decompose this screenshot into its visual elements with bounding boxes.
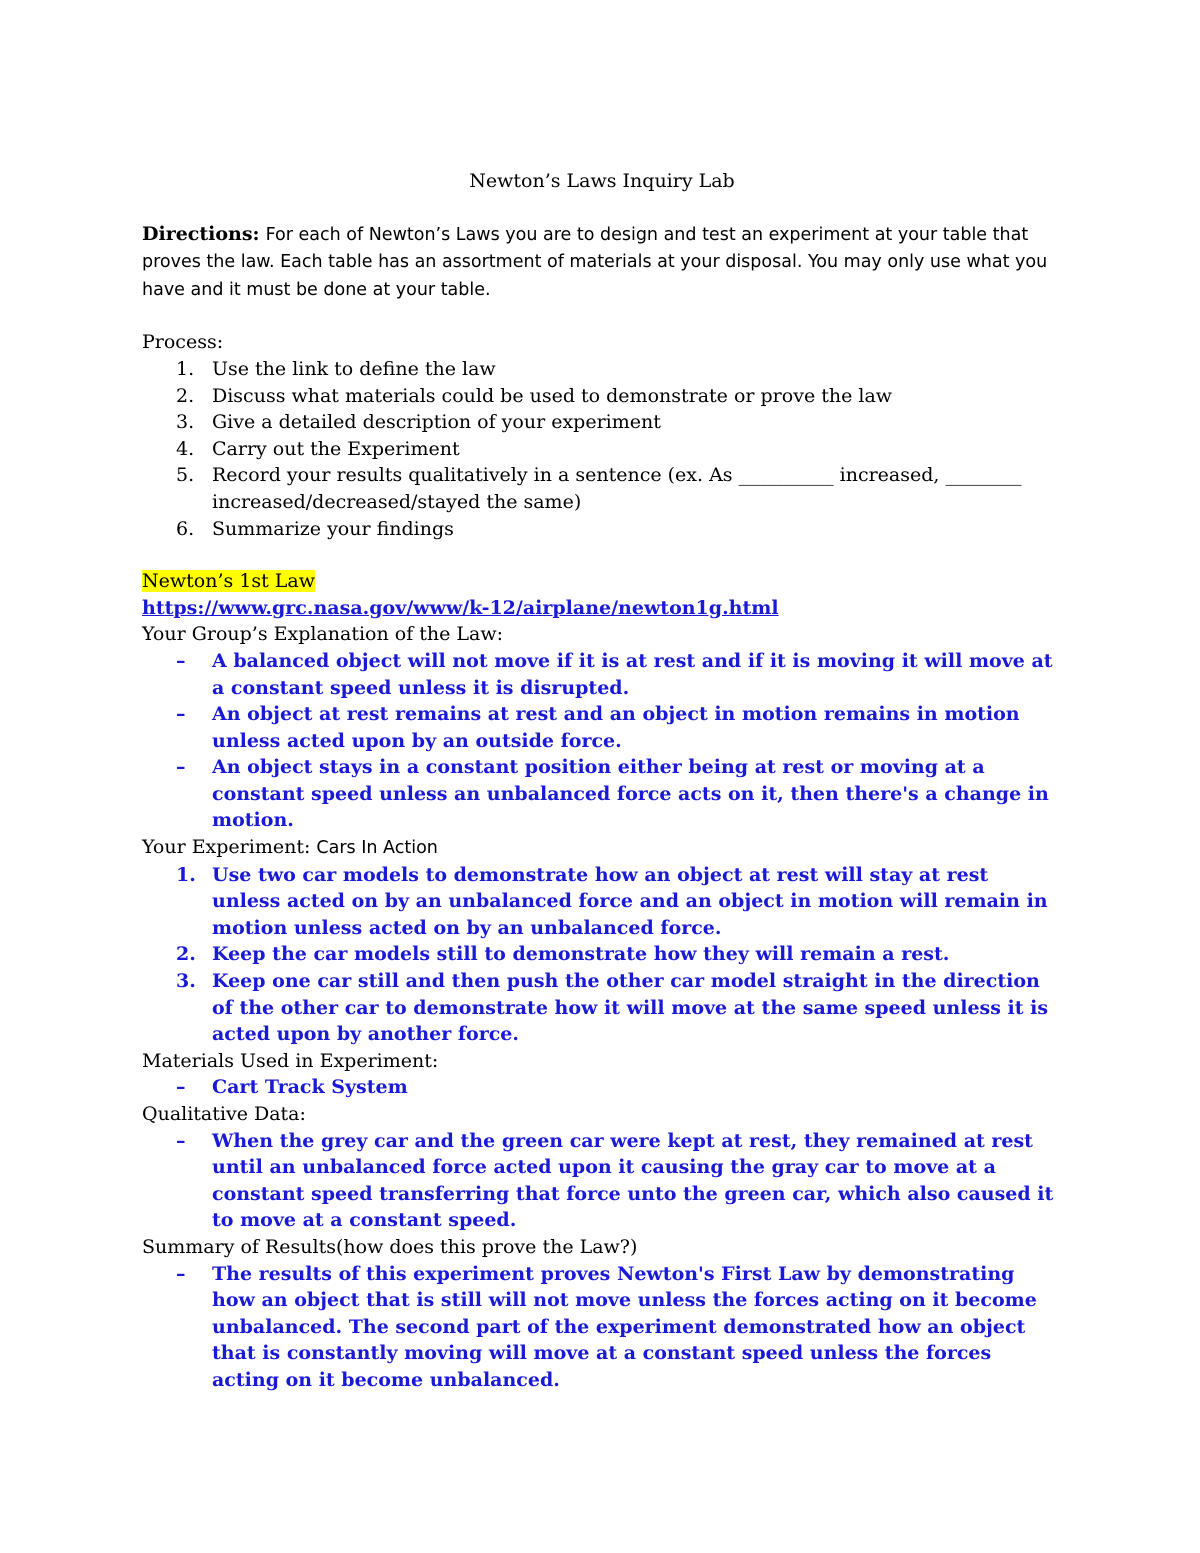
- process-list: [142, 356, 1062, 542]
- list-item: 6. Summarize your findings: [176, 517, 454, 540]
- list-item: 1. Use two car models to demonstrate how an object at rest will stay at rest unless acted on by an unbalanced force and an object in motion will remain in motion unless acted on by an unbalanced force.: [176, 863, 1048, 939]
- directions-paragraph: [142, 221, 1062, 304]
- list-item: 3. Keep one car still and then push the other car model straight in the direction of the other car to demonstrate how it will move at the same speed unless it is acted upon by another force.: [176, 970, 1049, 1046]
- list-item: – A balanced object will not move if it is at rest and if it is moving it will move at a constant speed unless it is disrupted.: [176, 649, 1053, 699]
- list-item: – When the grey car and the green car were kept at rest, they remained at rest until an unbalanced force acted upon it causing the gray car to move at a constant speed transferring that force unto the green car, which also caused it to move at a constant speed.: [176, 1129, 1054, 1232]
- list-item: – The results of this experiment proves Newton's First Law by demonstrating how an object that is still will not move unless the forces acting on it become unbalanced. The second part of the experiment demonstrated how an object that is constantly moving will move at a constant speed unless the forces acting on it become unbalanced.: [176, 1262, 1037, 1391]
- experiment-steps: [142, 862, 1062, 1048]
- list-item: 2. Keep the car models still to demonstrate how they will remain a rest.: [176, 943, 950, 966]
- law1-heading: Newton’s 1st Law: [142, 570, 315, 593]
- list-item: 1. Use the link to define the law: [176, 357, 496, 380]
- list-item: – Cart Track System: [176, 1076, 408, 1099]
- list-item: 4. Carry out the Experiment: [176, 437, 460, 460]
- data-label: Qualitative Data:: [142, 1103, 306, 1125]
- explanation-label: Your Group’s Explanation of the Law:: [142, 623, 504, 646]
- experiment-line: [142, 834, 1062, 862]
- directions-text: For each of Newton’s Laws you are to design and test an experiment at your table that proves the law. Each table has an assortment of materials at your disposal. You may only use what you have and it must be done at your table.: [142, 224, 1048, 300]
- document-page: [142, 168, 1062, 1394]
- list-item: – An object stays in a constant position either being at rest or moving at a constant speed unless an unbalanced force acts on it, then there's a change in motion.: [176, 756, 1049, 832]
- list-item: – An object at rest remains at rest and an object in motion remains in motion unless acted upon by an outside force.: [176, 703, 1020, 752]
- process-label: Process:: [142, 331, 224, 354]
- materials-list: [142, 1074, 1062, 1101]
- list-item: 5. Record your results qualitatively in a sentence (ex. As __________ increased, ________ increased/decreased/stayed the same): [176, 464, 1022, 513]
- experiment-label: Your Experiment:: [142, 836, 311, 859]
- law1-link-line: [142, 595, 1062, 622]
- summary-list: [142, 1261, 1062, 1394]
- materials-label: Materials Used in Experiment:: [142, 1049, 439, 1072]
- explanation-list: [142, 648, 1062, 834]
- experiment-name: Cars In Action: [316, 838, 438, 859]
- list-item: 3. Give a detailed description of your experiment: [176, 411, 661, 434]
- directions-label: Directions:: [142, 222, 260, 245]
- law1-link[interactable]: https://www.grc.nasa.gov/www/k-12/airplane/newton1g.html: [142, 596, 779, 619]
- summary-label: Summary of Results(how does this prove the Law?): [142, 1235, 638, 1258]
- list-item: 2. Discuss what materials could be used to demonstrate or prove the law: [176, 384, 893, 407]
- document-title: Newton’s Laws Inquiry Lab: [469, 170, 735, 192]
- data-list: [142, 1128, 1062, 1234]
